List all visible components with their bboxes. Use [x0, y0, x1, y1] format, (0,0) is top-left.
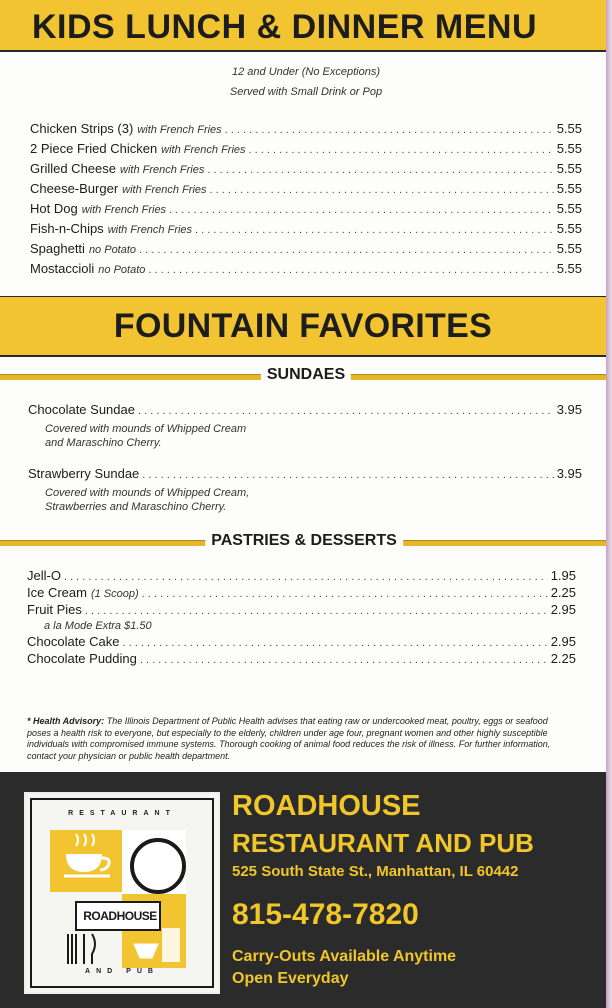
item-desc: with French Fries [161, 144, 246, 156]
item-name: Mostaccioli [30, 261, 95, 276]
leader-dots [142, 469, 553, 481]
item-price: 2.95 [550, 602, 576, 617]
item-price: 3.95 [556, 402, 582, 417]
item-name: Spaghetti [30, 241, 85, 256]
logo-graphic [26, 794, 218, 992]
advisory-text: The Illinois Department of Public Health advises that eating raw or undercooked meat, poultry, eggs or seafood poses a health risk to everyone, but especially to the elderly, children under age four, pregnant women and other highly susceptible individuals with compromised immune systems. Thorough cooking of animal food reduces the risk of illness. For further information, contact your physician or public health department. [27, 716, 551, 761]
menu-item [30, 121, 582, 141]
kids-menu-title: KIDS LUNCH & DINNER MENU [32, 8, 537, 46]
logo-name-text: ROADHOUSE [83, 909, 157, 923]
menu-item [30, 261, 582, 281]
health-advisory [27, 716, 567, 762]
item-name: Fruit Pies [27, 602, 82, 617]
item-description: Covered with mounds of Whipped Cream, [45, 487, 250, 499]
menu-item [27, 568, 576, 585]
menu-item [28, 402, 582, 422]
menu-item [27, 651, 576, 668]
item-description: Strawberries and Maraschino Cherry. [45, 501, 227, 513]
item-price: 5.55 [556, 161, 582, 176]
item-price: 5.55 [556, 241, 582, 256]
menu-item [30, 201, 582, 221]
leader-dots [148, 264, 553, 276]
leader-dots [142, 588, 548, 600]
item-name: Chocolate Sundae [28, 402, 135, 417]
item-name: Hot Dog [30, 201, 78, 216]
tagline-hours: Open Everyday [232, 970, 349, 987]
leader-dots [195, 224, 554, 236]
item-name: Jell-O [27, 568, 61, 583]
item-desc: no Potato [88, 244, 137, 256]
leader-dots [207, 164, 553, 176]
item-desc: no Potato [98, 264, 146, 276]
menu-item [30, 221, 582, 241]
item-name: 2 Piece Fried Chicken [30, 141, 158, 156]
item-name: Cheese-Burger [30, 181, 119, 196]
item-desc: with French Fries [81, 204, 167, 216]
kids-note-age: 12 and Under (No Exceptions) [232, 66, 380, 78]
leader-dots [123, 637, 548, 649]
item-description: Covered with mounds of Whipped Cream [45, 423, 247, 435]
kids-menu-banner [0, 0, 606, 52]
item-name: Chocolate Pudding [27, 651, 137, 666]
item-desc: (1 Scoop) [90, 588, 139, 600]
leader-dots [210, 184, 554, 196]
sundaes-heading: SUNDAES [261, 366, 351, 384]
item-name: Chicken Strips (3) [30, 121, 134, 136]
restaurant-phone: 815-478-7820 [232, 898, 419, 931]
kids-items-list [30, 121, 582, 281]
pastries-list [27, 568, 576, 668]
logo-bottom-text: AND PUB [85, 968, 159, 975]
leader-dots [139, 244, 554, 256]
menu-item [30, 161, 582, 181]
tagline-carryout: Carry-Outs Available Anytime [232, 948, 457, 965]
item-price: 5.55 [556, 141, 582, 156]
item-desc: with French Fries [137, 124, 222, 136]
leader-dots [64, 571, 548, 583]
leader-dots [249, 144, 554, 156]
menu-item [30, 241, 582, 261]
menu-item [30, 181, 582, 201]
pastries-heading: PASTRIES & DESSERTS [205, 532, 403, 550]
page-edge [606, 0, 612, 1008]
advisory-label: * Health Advisory: [27, 716, 105, 726]
item-price: 5.55 [556, 261, 582, 276]
item-name: Chocolate Cake [27, 634, 120, 649]
item-price: 1.95 [550, 568, 576, 583]
item-desc: with French Fries [120, 164, 205, 176]
leader-dots [225, 124, 554, 136]
item-price: 2.25 [550, 585, 576, 600]
menu-item [27, 634, 576, 651]
restaurant-footer [0, 772, 612, 1008]
kids-note-drink: Served with Small Drink or Pop [229, 86, 383, 98]
restaurant-address: 525 South State St., Manhattan, IL 60442 [232, 863, 519, 880]
leader-dots [85, 605, 548, 617]
item-desc: with French Fries [122, 184, 207, 196]
logo-top-text: RESTAURANT [68, 810, 176, 817]
restaurant-name-line2: RESTAURANT AND PUB [232, 828, 534, 858]
fountain-banner [0, 296, 606, 357]
menu-item [30, 141, 582, 161]
fountain-title: FOUNTAIN FAVORITES [113, 307, 493, 345]
item-price: 3.95 [556, 466, 582, 481]
sundaes-list [28, 402, 582, 514]
menu-item [27, 602, 576, 619]
item-price: 2.95 [550, 634, 576, 649]
leader-dots [138, 405, 554, 417]
menu-item [28, 466, 582, 486]
item-name: Fish-n-Chips [30, 221, 104, 236]
item-description: and Maraschino Cherry. [45, 437, 162, 449]
restaurant-logo [24, 792, 220, 994]
item-price: 5.55 [556, 201, 582, 216]
item-name: Grilled Cheese [30, 161, 116, 176]
leader-dots [140, 654, 548, 666]
item-price: 5.55 [556, 181, 582, 196]
item-name: Strawberry Sundae [28, 466, 140, 481]
item-price: 5.55 [556, 221, 582, 236]
restaurant-name-line1: ROADHOUSE [232, 790, 421, 822]
item-price: 5.55 [556, 121, 582, 136]
item-description: a la Mode Extra $1.50 [44, 620, 152, 632]
item-desc: with French Fries [107, 224, 193, 236]
menu-item [27, 585, 576, 602]
item-name: Ice Cream [27, 585, 87, 600]
item-price: 2.25 [550, 651, 576, 666]
leader-dots [169, 204, 554, 216]
